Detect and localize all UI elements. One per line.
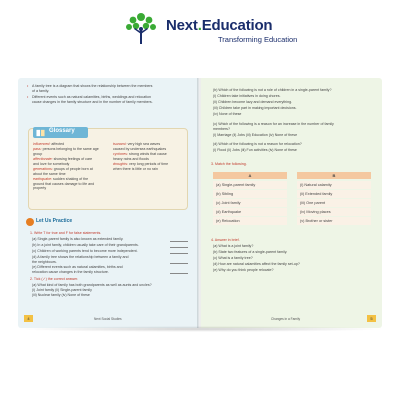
answer-blank[interactable] bbox=[170, 253, 188, 254]
glossary-def: very long periods of time bbox=[128, 162, 169, 166]
question-item: (c) Which of the following is a reason for an increase in the number of family bbox=[213, 122, 334, 126]
glossary-entry: ground that causes damage to life and bbox=[33, 181, 95, 186]
glossary-entry: property bbox=[33, 186, 47, 191]
answer-blank[interactable] bbox=[170, 247, 188, 248]
glossary-term: earthquake: bbox=[33, 177, 52, 181]
glossary-entry: heavy rains and floods bbox=[113, 156, 149, 161]
question-item: relocation cause changes in the family structure. bbox=[32, 269, 109, 274]
question-option: (iii) Children take part in making important decisions. bbox=[213, 106, 297, 110]
glossary-term: tsunami: bbox=[113, 142, 127, 146]
brand-tagline: Transforming Education bbox=[218, 35, 298, 44]
question-item: (b) Which of the following is not a role of children in a single-parent family? bbox=[213, 88, 332, 92]
glossary-def: sudden shaking of the bbox=[52, 177, 89, 181]
page-footer: Changes in a Family bbox=[271, 317, 301, 321]
glossary-term: cyclones: bbox=[113, 152, 128, 156]
question-item: (d) How are natural calamities affect the family set-up? bbox=[213, 262, 300, 266]
book-shadow bbox=[14, 326, 386, 332]
glossary-entry: when there is little or no rain bbox=[113, 166, 158, 171]
match-col-a-header: A bbox=[213, 172, 287, 179]
question-item: (e) Different events such as natural calamities, births and bbox=[32, 265, 123, 269]
question-item: (b) In a joint family, children usually take care of their grandparents. bbox=[32, 243, 139, 247]
match-item-b: (ii) Extended family bbox=[297, 190, 371, 198]
question-option: (i) Children take initiatives in doing chores. bbox=[213, 94, 281, 98]
page-number: 4 bbox=[24, 315, 33, 322]
glossary-entry: and love for somebody bbox=[33, 161, 70, 166]
question-option: (i) Joint family (ii) Single-parent family bbox=[32, 288, 92, 292]
glossary-entry: group bbox=[33, 151, 43, 156]
glossary-entry bbox=[33, 147, 99, 152]
match-item-a: (a) Single-parent family bbox=[213, 181, 287, 189]
brand-name-part: Education bbox=[201, 17, 273, 34]
question-heading: 2. Tick (✓) the correct answer. bbox=[30, 277, 79, 281]
question-option: (i) Flood (ii) Jobs (iii) Fun activities (iv) None of these bbox=[213, 148, 297, 152]
glossary-term: pass: bbox=[33, 147, 42, 151]
question-heading: 3. Match the following. bbox=[211, 162, 247, 166]
glossary-header bbox=[33, 127, 88, 138]
question-item: (c) Children of working parents tend to become more independent. bbox=[32, 249, 138, 253]
question-item: members? bbox=[213, 126, 230, 131]
question-option: (iii) Nuclear family (iv) None of these bbox=[32, 293, 90, 297]
glossary-entry bbox=[33, 142, 64, 147]
glossary-box bbox=[28, 128, 188, 210]
match-item-a: (d) Earthquake bbox=[213, 208, 287, 216]
match-item-a: (c) Joint family bbox=[213, 199, 287, 207]
question-option: (ii) Children become lazy and demand everything. bbox=[213, 100, 293, 104]
match-item-b: (iv) Moving places bbox=[297, 208, 371, 216]
question-heading: 1. Write T for true and F for false statements. bbox=[30, 231, 102, 235]
glossary-def: affected bbox=[51, 142, 65, 146]
match-item-b: (iii) One parent bbox=[297, 199, 371, 207]
brand-name bbox=[166, 17, 272, 34]
match-item-b: (i) Natural calamity bbox=[297, 181, 371, 189]
brand-name-part: Next bbox=[166, 17, 198, 34]
match-item-a: (b) Sibling bbox=[213, 190, 287, 198]
match-col-b-header: B bbox=[297, 172, 371, 179]
question-item: (b) State two features of a single-parent family. bbox=[213, 250, 288, 254]
question-item: (a) Single-parent family is also known as extended family. bbox=[32, 237, 124, 241]
match-item-a: (e) Relocation bbox=[213, 217, 287, 225]
right-page bbox=[201, 78, 382, 328]
glossary-def: very high sea waves bbox=[127, 142, 161, 146]
brand-dot: . bbox=[197, 17, 202, 34]
question-option: (i) Marriage (ii) Jobs (iii) Education (iv) None of these bbox=[213, 133, 298, 137]
book-icon bbox=[36, 129, 45, 137]
tree-logo-icon bbox=[123, 10, 159, 46]
question-item: (d) Which of the following is not a reason for relocation? bbox=[213, 142, 302, 146]
glossary-def: showing feelings of care bbox=[53, 157, 93, 161]
glossary-def: persons belonging to the same age bbox=[42, 147, 99, 151]
glossary-title: Glossary bbox=[49, 128, 75, 134]
glossary-term: droughts: bbox=[113, 162, 128, 166]
question-item: (c) What is a family tree? bbox=[213, 256, 253, 260]
glossary-term: influenced: bbox=[33, 142, 51, 146]
match-item-b: (v) Brother or sister bbox=[297, 217, 371, 225]
question-item: (a) What kind of family has both grandparents as well as aunts and uncles? bbox=[32, 283, 152, 287]
glossary-entry: about the same time bbox=[33, 171, 66, 176]
glossary-term: affectionate: bbox=[33, 157, 53, 161]
bullet-text: • A family tree is a diagram that shows the relationship between the members bbox=[32, 84, 152, 89]
left-page bbox=[18, 78, 199, 328]
answer-blank[interactable] bbox=[170, 273, 188, 274]
glossary-term: generations: bbox=[33, 167, 53, 171]
practice-icon bbox=[26, 218, 34, 226]
question-item: (a) What is a joint family? bbox=[213, 244, 254, 248]
answer-blank[interactable] bbox=[170, 263, 188, 264]
question-option: (iv) None of these bbox=[213, 112, 242, 116]
glossary-def: groups of people born at bbox=[53, 167, 93, 171]
question-heading: 4. Answer in brief. bbox=[211, 238, 240, 242]
bullet-text: of a family. bbox=[32, 88, 50, 93]
question-item: (e) Why do you think people relocate? bbox=[213, 268, 274, 272]
answer-blank[interactable] bbox=[170, 241, 188, 242]
bullet-text: cause changes in the family structure and in the number of family members. bbox=[32, 99, 153, 104]
bullet-text: • Different events such as natural calamities, births, weddings and relocation bbox=[32, 95, 151, 100]
open-book bbox=[18, 78, 382, 328]
glossary-def: strong winds that cause bbox=[128, 152, 167, 156]
practice-title: Let Us Practice bbox=[36, 218, 73, 224]
glossary-entry: caused by undersea earthquakes bbox=[113, 146, 167, 151]
brand-logo bbox=[0, 8, 400, 48]
question-item: (d) A family tree shows the relationship between a family and bbox=[32, 255, 129, 259]
question-item: the neighbours. bbox=[32, 259, 57, 264]
page-footer: Next Social Studies bbox=[94, 317, 122, 321]
page-number: 5 bbox=[367, 315, 376, 322]
